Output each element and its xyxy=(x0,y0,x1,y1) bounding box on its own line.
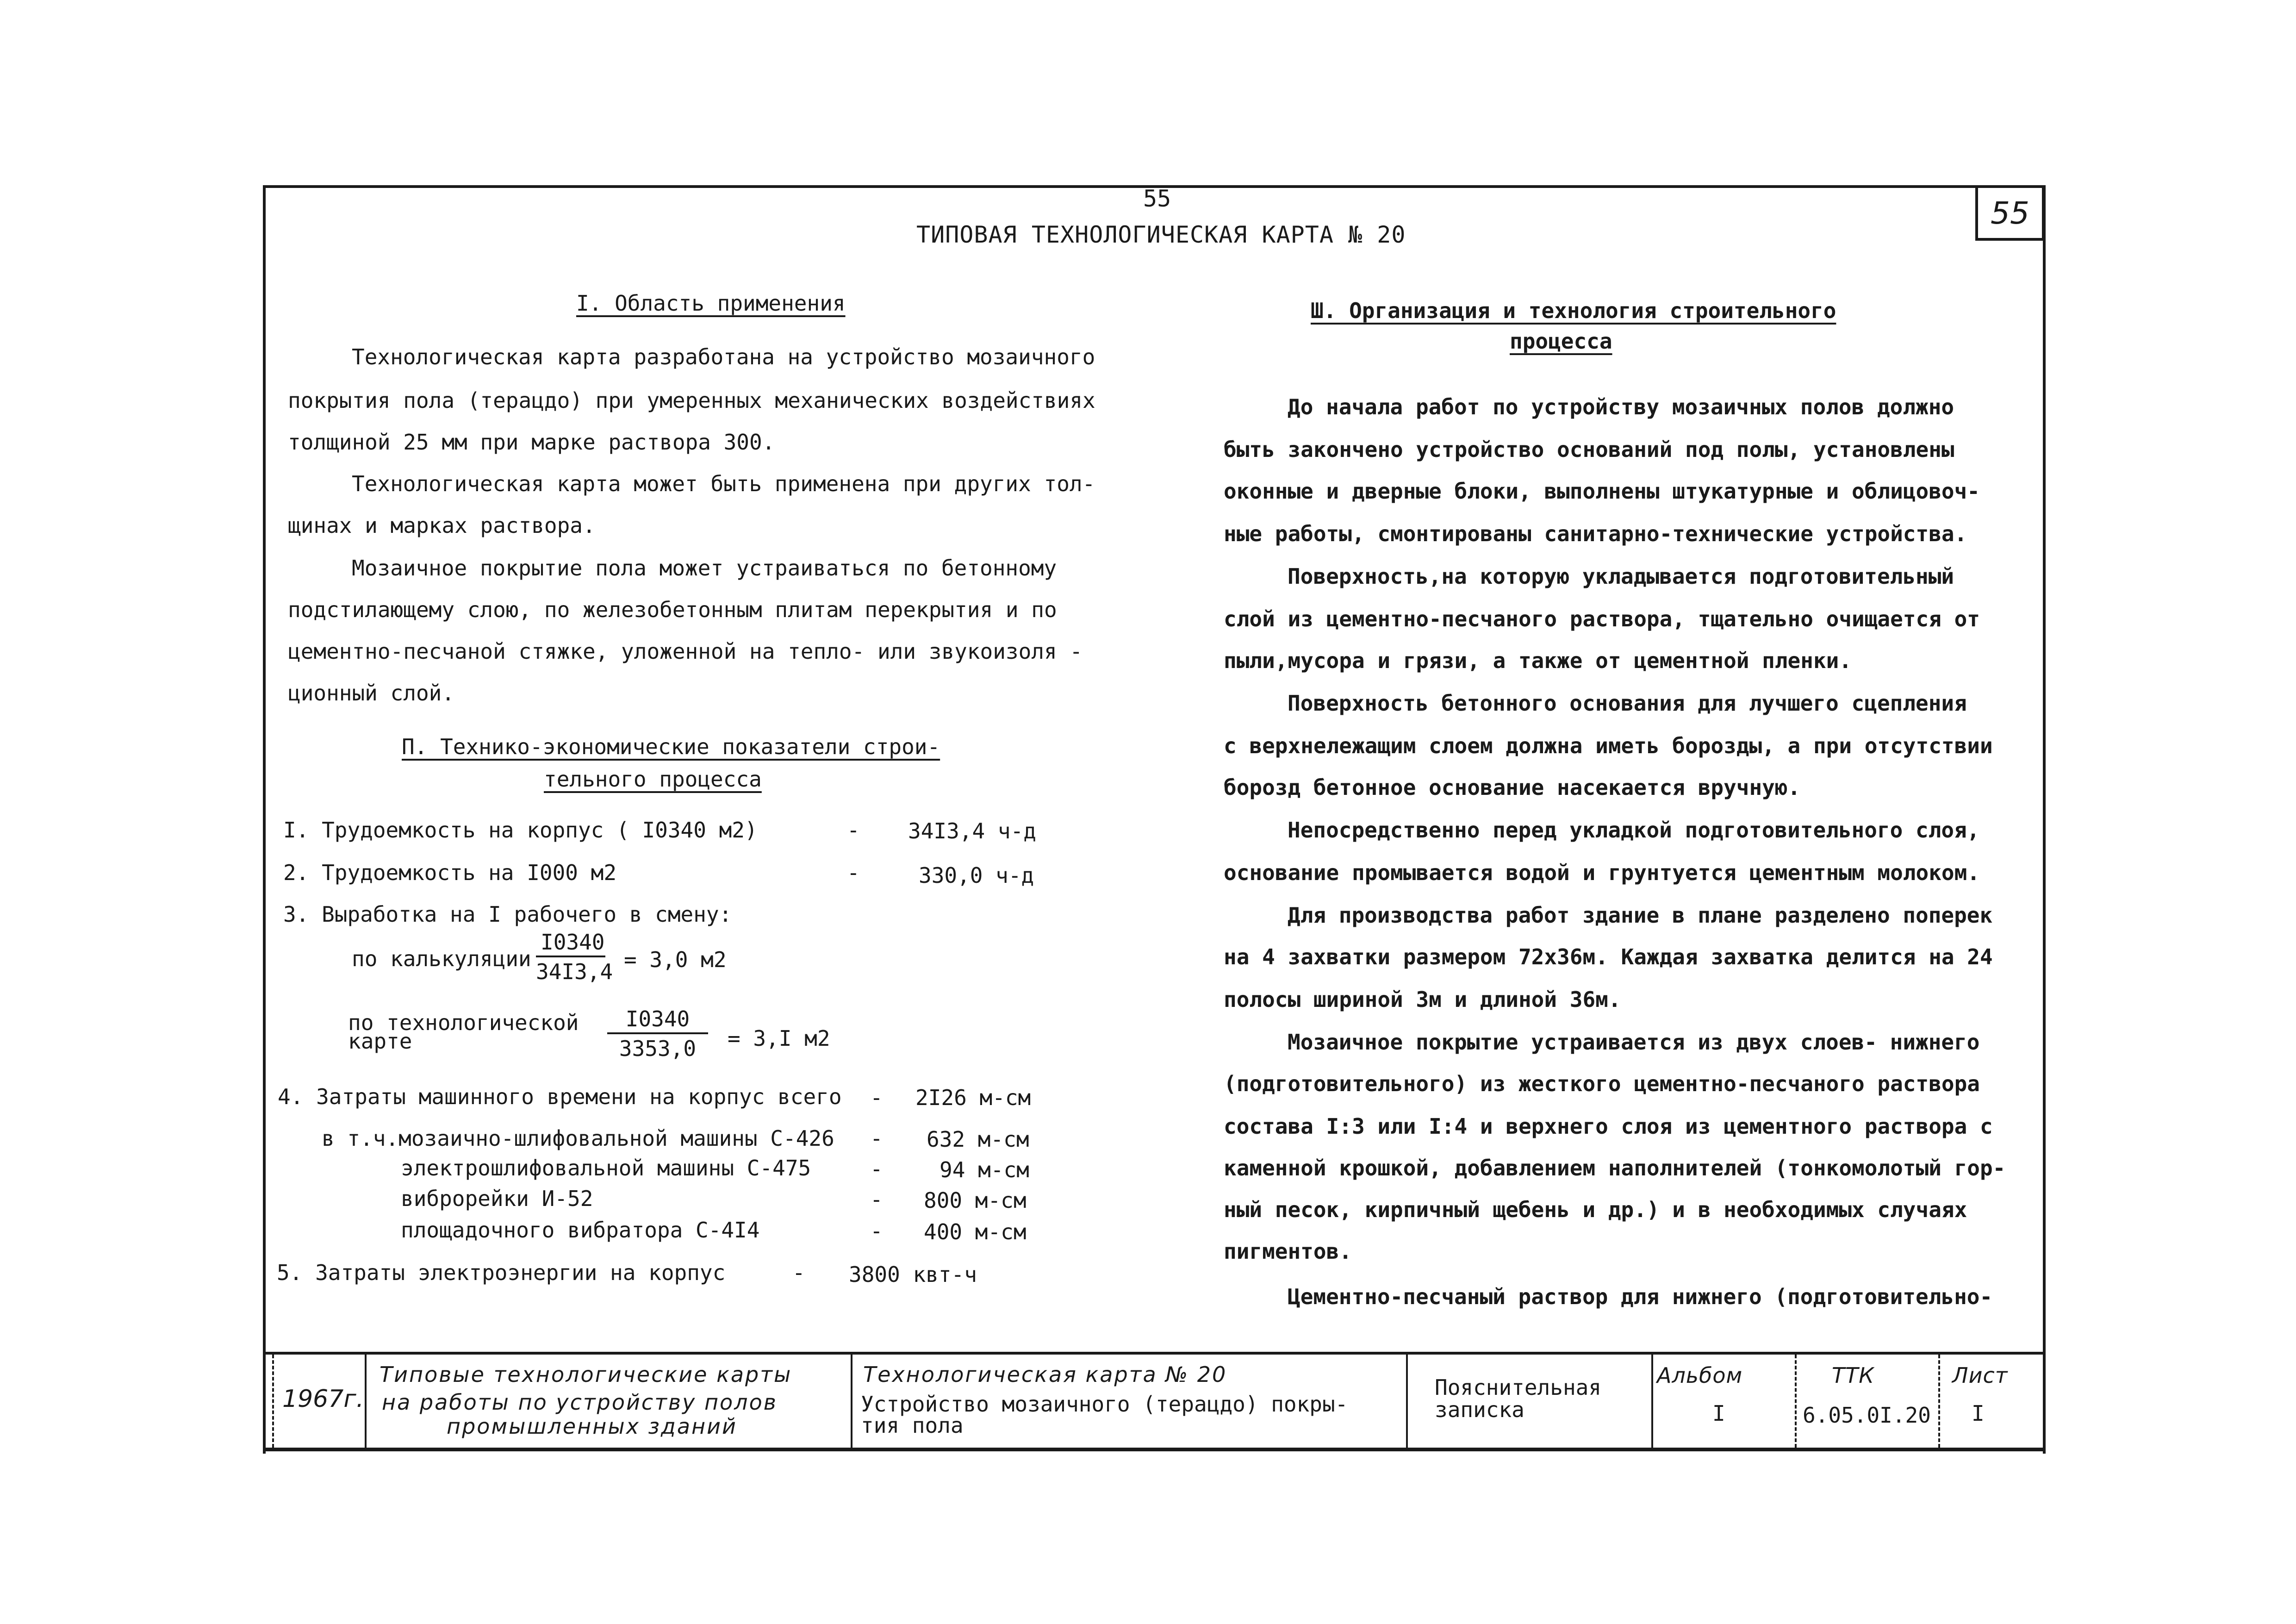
page-number: 55 xyxy=(1143,185,1171,212)
section3-line: Поверхность,на которую укладывается подготовительный xyxy=(1288,564,1954,589)
title-block-ttk-value: 6.05.0I.20 xyxy=(1803,1403,1931,1428)
section1-heading: I. Область применения xyxy=(576,291,846,316)
section1-line: подстилающему слою, по железобетонным плитам перекрытия и по xyxy=(288,597,1057,622)
section3-heading xyxy=(1311,300,1836,321)
title-block-year: 1967г. xyxy=(282,1385,364,1413)
metric-value: 330,0 ч-д xyxy=(919,863,1034,888)
metric-dash: - xyxy=(847,860,860,885)
metric-dash: - xyxy=(870,1126,883,1151)
section3-line: полосы шириной 3м и длиной 36м. xyxy=(1224,987,1621,1012)
metric-dash: - xyxy=(870,1218,883,1243)
section3-line: оконные и дверные блоки, выполнены штукатурные и облицовоч- xyxy=(1224,479,1980,504)
corner-page-number: 55 xyxy=(1991,195,2029,231)
metric-dash: - xyxy=(870,1187,883,1212)
section1-line: Технологическая карта разработана на устройство мозаичного xyxy=(352,344,1095,369)
section1-line: щинах и марках раствора. xyxy=(288,513,596,538)
section1-line: ционный слой. xyxy=(288,681,455,706)
calc-label: по технологической xyxy=(348,1010,579,1035)
section3-line: каменной крошкой, добавлением наполнителей (тонкомолотый гор- xyxy=(1224,1156,2006,1181)
document-title: ТИПОВАЯ ТЕХНОЛОГИЧЕСКАЯ КАРТА № 20 xyxy=(916,221,1406,248)
section1-line: толщиной 25 мм при марке раствора 300. xyxy=(288,430,775,455)
section3-line: борозд бетонное основание насекается вручную. xyxy=(1224,775,1801,800)
metric-value: 2I26 м-см xyxy=(915,1085,1031,1110)
section3-line: пигментов. xyxy=(1224,1239,1352,1264)
section3-line: на 4 захватки размером 72х36м. Каждая захватка делится на 24 xyxy=(1224,944,1993,969)
section3-heading-line1: Ш. Организация и технология строительного xyxy=(1311,298,1836,323)
metric-label: 5. Затраты электроэнергии на корпус xyxy=(277,1260,726,1285)
section3-line: слой из цементно-песчаного раствора, тщательно очищается от xyxy=(1224,606,1980,631)
calc-result: = 3,I м2 xyxy=(728,1026,830,1051)
fraction-numerator: I0340 xyxy=(607,1008,708,1034)
title-block-doc-type: Пояснительная xyxy=(1435,1375,1602,1400)
title-block-divider xyxy=(851,1355,852,1448)
metric-value: 400 м-см xyxy=(924,1219,1027,1244)
title-block-sheet-value: I xyxy=(1972,1401,1985,1426)
metric-value: 632 м-см xyxy=(927,1127,1029,1152)
title-block-series-line: на работы по устройству полов xyxy=(382,1390,778,1415)
section3-line: ные работы, смонтированы санитарно-технические устройства. xyxy=(1224,521,1967,546)
section3-line: с верхнележащим слоем должна иметь борозды, а при отсутствии xyxy=(1224,733,1993,758)
metric-label: I. Трудоемкость на корпус ( I0340 м2) xyxy=(283,818,758,843)
section3-line: основание промывается водой и грунтуется цементным молоком. xyxy=(1224,860,1980,885)
section3-line: До начала работ по устройству мозаичных полов должно xyxy=(1288,394,1954,419)
metric-label: 3. Выработка на I рабочего в смену: xyxy=(283,902,732,927)
title-block-divider xyxy=(1795,1355,1797,1448)
section3-line: быть закончено устройство оснований под полы, установлены xyxy=(1224,437,1954,462)
section1-line: цементно-песчаной стяжке, уложенной на тепло- или звукоизоля - xyxy=(288,639,1083,664)
metric-label: в т.ч.мозаично-шлифовальной машины С-426 xyxy=(322,1126,834,1151)
section2-heading xyxy=(402,736,940,757)
title-block-sheet-label: Лист xyxy=(1952,1363,2008,1388)
section3-line: ный песок, кирпичный щебень и др.) и в необходимых случаях xyxy=(1224,1197,1967,1222)
calc-fraction xyxy=(536,930,613,984)
metric-dash: - xyxy=(847,818,860,843)
title-block-divider xyxy=(365,1355,367,1448)
metric-dash: - xyxy=(870,1156,883,1181)
title-block-ttk-label: ТТК xyxy=(1832,1363,1874,1388)
title-block-card-subject: тия пола xyxy=(861,1413,964,1438)
title-block-album-value: I xyxy=(1712,1401,1725,1426)
title-block-card-subject: Устройство мозаичного (терацдо) покры- xyxy=(861,1392,1348,1417)
section3-line: Для производства работ здание в плане разделено поперек xyxy=(1288,903,1993,928)
calc-label: карте xyxy=(348,1029,412,1054)
section1-line: Мозаичное покрытие пола может устраиваться по бетонному xyxy=(352,556,1057,581)
title-block-card-title: Технологическая карта № 20 xyxy=(863,1362,1227,1387)
title-block-doc-type: записка xyxy=(1435,1397,1524,1422)
metric-label: 2. Трудоемкость на I000 м2 xyxy=(283,860,617,885)
calc-label: по калькуляции xyxy=(352,946,531,971)
section2-heading-line2: тельного процесса xyxy=(544,767,762,792)
section1-line: покрытия пола (терацдо) при умеренных механических воздействиях xyxy=(288,388,1095,413)
calc-fraction xyxy=(607,1008,708,1059)
section3-line: (подготовительного) из жесткого цементно-песчаного раствора xyxy=(1224,1071,1980,1096)
metric-label: площадочного вибратора С-4I4 xyxy=(401,1218,760,1243)
section3-line: Непосредственно перед укладкой подготовительного слоя, xyxy=(1288,818,1980,843)
section1-line: Технологическая карта может быть применена при других тол- xyxy=(352,471,1095,496)
metric-value: 34I3,4 ч-д xyxy=(908,818,1036,843)
title-block-divider xyxy=(272,1355,274,1448)
metric-value: 3800 квт-ч xyxy=(849,1262,977,1287)
title-block-series-line: промышленных зданий xyxy=(447,1414,737,1439)
metric-label: виброрейки И-52 xyxy=(401,1186,593,1211)
title-block-divider xyxy=(1406,1355,1408,1448)
fraction-denominator: 34I3,4 xyxy=(536,959,613,984)
corner-page-box xyxy=(1975,185,2045,241)
metric-dash: - xyxy=(792,1260,805,1285)
title-block-divider xyxy=(1651,1355,1653,1448)
section3-line: Цементно-песчаный раствор для нижнего (подготовительно- xyxy=(1288,1284,1993,1309)
section2-heading-line1: П. Технико-экономические показатели строи- xyxy=(402,734,940,759)
section3-line: Поверхность бетонного основания для лучшего сцепления xyxy=(1288,691,1967,716)
fraction-numerator: I0340 xyxy=(536,931,605,957)
title-block-divider xyxy=(1938,1355,1940,1448)
section3-heading-line2: процесса xyxy=(1510,329,1612,354)
section3-line: пыли,мусора и грязи, а также от цементной пленки. xyxy=(1224,648,1852,673)
metric-value: 800 м-см xyxy=(924,1188,1027,1213)
title-block-album-label: Альбом xyxy=(1657,1363,1743,1388)
section3-line: состава I:3 или I:4 и верхнего слоя из цементного раствора с xyxy=(1224,1114,1993,1139)
calc-result: = 3,0 м2 xyxy=(624,947,727,972)
metric-label: электрошлифовальной машины С-475 xyxy=(401,1156,811,1181)
fraction-denominator: 3353,0 xyxy=(619,1036,697,1061)
title-block xyxy=(264,1352,2046,1451)
metric-dash: - xyxy=(870,1085,883,1110)
metric-label: 4. Затраты машинного времени на корпус всего xyxy=(278,1084,842,1109)
section3-line: Мозаичное покрытие устраивается из двух слоев- нижнего xyxy=(1288,1030,1980,1055)
metric-value: 94 м-см xyxy=(940,1157,1029,1182)
title-block-series-line: Типовые технологические карты xyxy=(380,1362,792,1387)
